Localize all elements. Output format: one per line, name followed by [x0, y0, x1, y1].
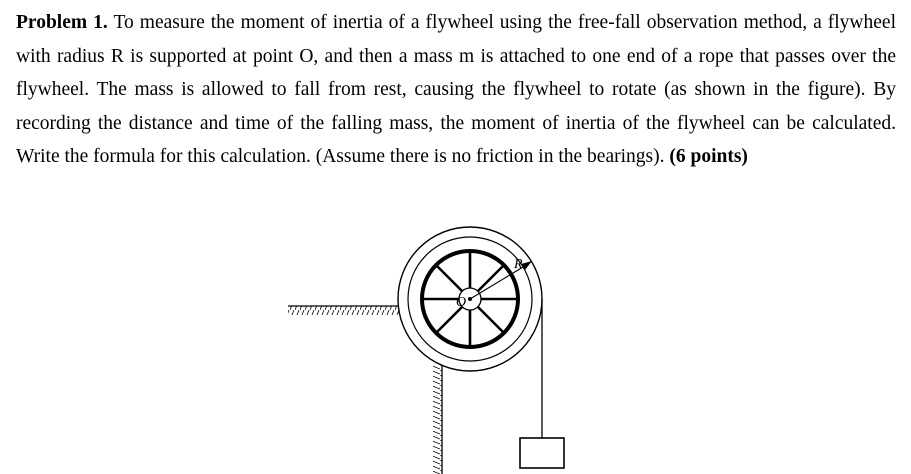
problem-body: To measure the moment of inertia of a flywheel using the free-fall observation method, a flywheel with radius R is supported at point O, and then a mass m is attached to one end of a rope that passes over the flywheel. The mass is allowed to fall from rest, causing the flywheel to rotate (as shown in the figure). By recording the distance and time of the falling mass, the moment of inertia of the flywheel can be calculated. Write the formula for this calculation. (Assume there is no friction in the bearings).	[16, 12, 896, 167]
pivot-label: O	[456, 295, 467, 310]
hanging-mass	[520, 438, 564, 468]
problem-heading: Problem 1.	[16, 12, 108, 33]
problem-points: (6 points)	[669, 146, 748, 167]
radius-label: R	[514, 257, 523, 272]
